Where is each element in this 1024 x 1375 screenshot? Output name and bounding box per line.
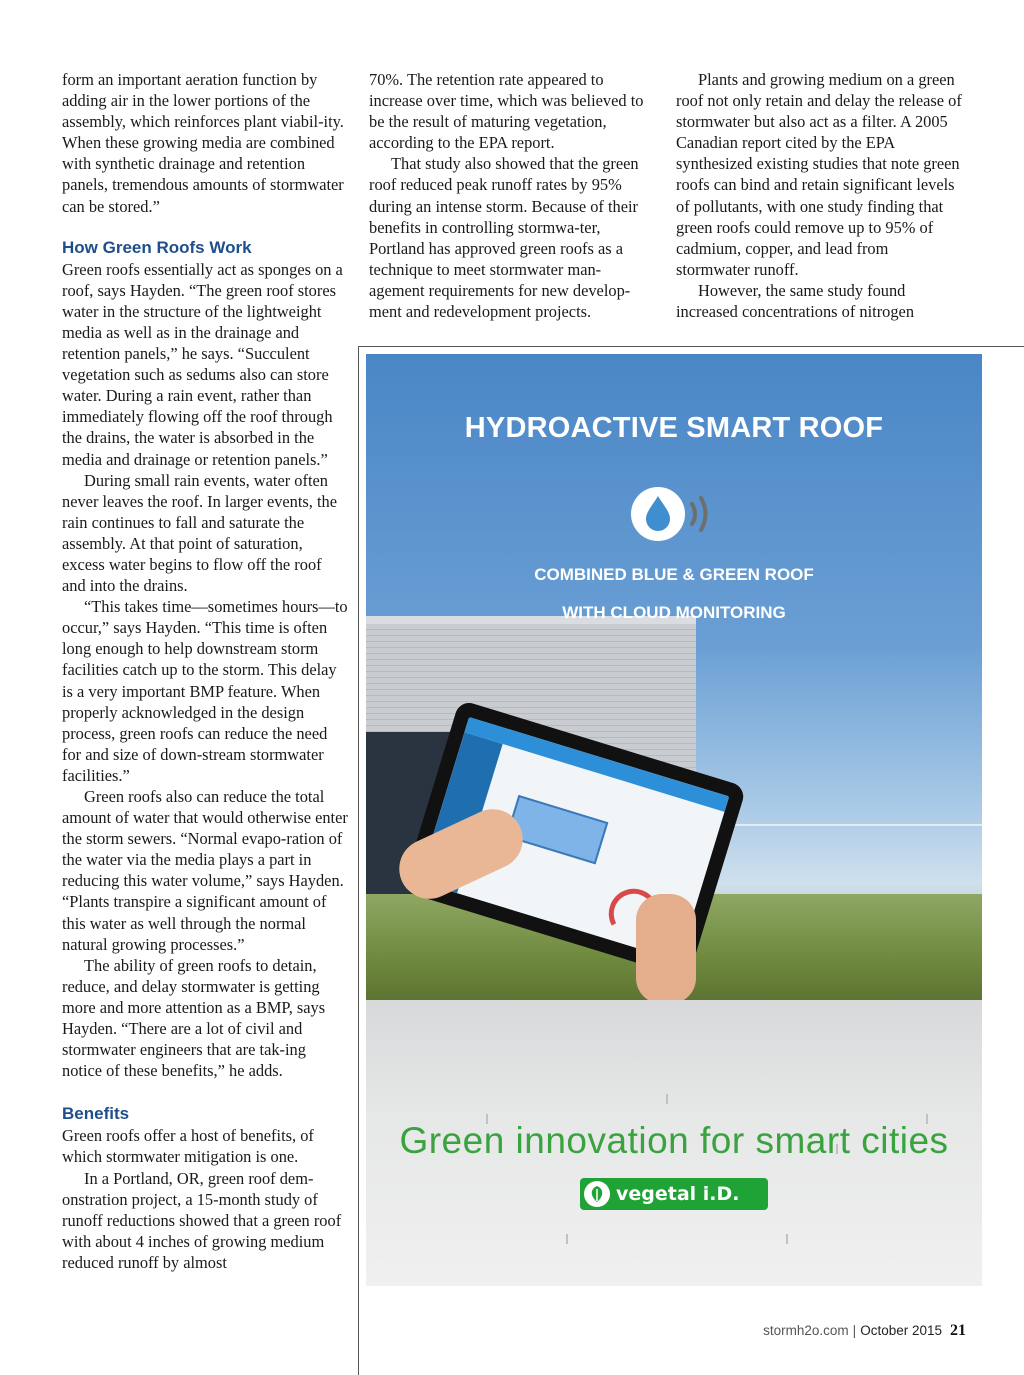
footer-website[interactable]: stormh2o.com (763, 1323, 849, 1338)
brand-name: vegetal i.D. (616, 1183, 740, 1205)
ad-tagline: Green innovation for smart cities (399, 1120, 949, 1161)
column-divider-horizontal (358, 346, 1024, 347)
paragraph: The ability of green roofs to detain, reduce, and delay stormwater is getting more and more attention as a BMP, says Hayden. “There are a lot of civil and stormwater engineers that are tak-ing notice of these benefits,” he adds. (62, 955, 326, 1081)
brand-logo-vegetal-id[interactable] (580, 1178, 768, 1210)
paragraph: Green roofs essentially act as sponges on a roof, says Hayden. “The green roof stores water in the structure of the lightweight media as well as in the drainage and retention panels,” he says. “Succulent vegetation such as sedums also can store water. During a rain event, rather than immediately flowing off the roof through the drains, the water is absorbed in the media and drainage or retention panels.” (62, 259, 343, 469)
footer-issue-date: October 2015 (860, 1323, 942, 1338)
paragraph: Plants and growing medium on a green roof not only retain and delay the release of stormwater but also act as a filter. A 2005 Canadian report cited by the EPA synthesized existing studies that note green roofs can bind and retain significant levels of pollutants, with one study finding that green roofs could remove up to 95% of cadmium, copper, and lead from stormwater runoff. (676, 70, 962, 279)
paragraph: Green roofs offer a host of benefits, of which stormwater mitigation is one. (62, 1126, 314, 1167)
paragraph: 70%. The retention rate appeared to increase over time, which was believed to be the result of maturing vegetation, according to the EPA report. (369, 70, 644, 153)
ad-subtitle-1: COMBINED BLUE & GREEN ROOF (534, 565, 814, 584)
article-column-3 (676, 69, 966, 322)
advertisement-hydroactive-smart-roof[interactable] (366, 354, 982, 1286)
paragraph: Green roofs also can reduce the total amount of water that would otherwise enter the storm sewers. “Normal evapo-ration of the water via the media plays a part in reducing this water volume,” says Hayden. “Plants transpire a significant amount of this water as well through the normal natural growing processes.” (62, 787, 348, 954)
section-heading-how-green-roofs-work: How Green Roofs Work (62, 237, 252, 257)
paragraph: During small rain events, water often never leaves the roof. In larger events, the rain continues to fall and saturate the assembly. At that point of saturation, excess water begins to flow off the roof and into the drains. (62, 470, 338, 596)
leaf-icon (584, 1181, 610, 1207)
water-drop-signal-icon (628, 484, 728, 544)
ad-headline: HYDROACTIVE SMART ROOF (464, 412, 884, 444)
article-column-2 (369, 69, 655, 322)
hand-image (636, 894, 696, 1004)
section-heading-benefits: Benefits (62, 1104, 130, 1124)
paragraph: In a Portland, OR, green roof dem-onstration project, a 15-month study of runoff reductions showed that a green roof with about 4 inches of growing medium reduced runoff by almost (62, 1168, 342, 1272)
paragraph: form an important aeration function by adding air in the lower portions of the assembly, which reinforces plant viabil-ity. When these growing media are combined with synthetic drainage and retention panels, tremendous amounts of stormwater can be stored.” (62, 70, 344, 216)
page-footer (600, 1322, 966, 1340)
paragraph: However, the same study found increased concentrations of nitrogen (676, 280, 915, 322)
page-number: 21 (950, 1322, 966, 1339)
column-divider-vertical (358, 346, 359, 1375)
footer-separator: | (852, 1323, 857, 1338)
paragraph: That study also showed that the green roof reduced peak runoff rates by 95% during an intense storm. Because of their benefits in controlling stormwa-ter, Portland has approved green roofs as a technique to meet stormwater man-agement requirements for new develop-ment and redevelopment projects. (369, 154, 639, 322)
ad-subtitle-2: WITH CLOUD MONITORING (562, 603, 786, 622)
paragraph: “This takes time—sometimes hours—to occur,” says Hayden. “This time is often long enough to help downstream storm facilities catch up to the storm. This delay is a very important BMP feature. When properly acknowledged in the design process, green roofs can reduce the need for and size of down-stream stormwater facilities.” (62, 597, 348, 785)
article-column-1 (62, 69, 348, 1273)
roof-railing (696, 824, 982, 826)
